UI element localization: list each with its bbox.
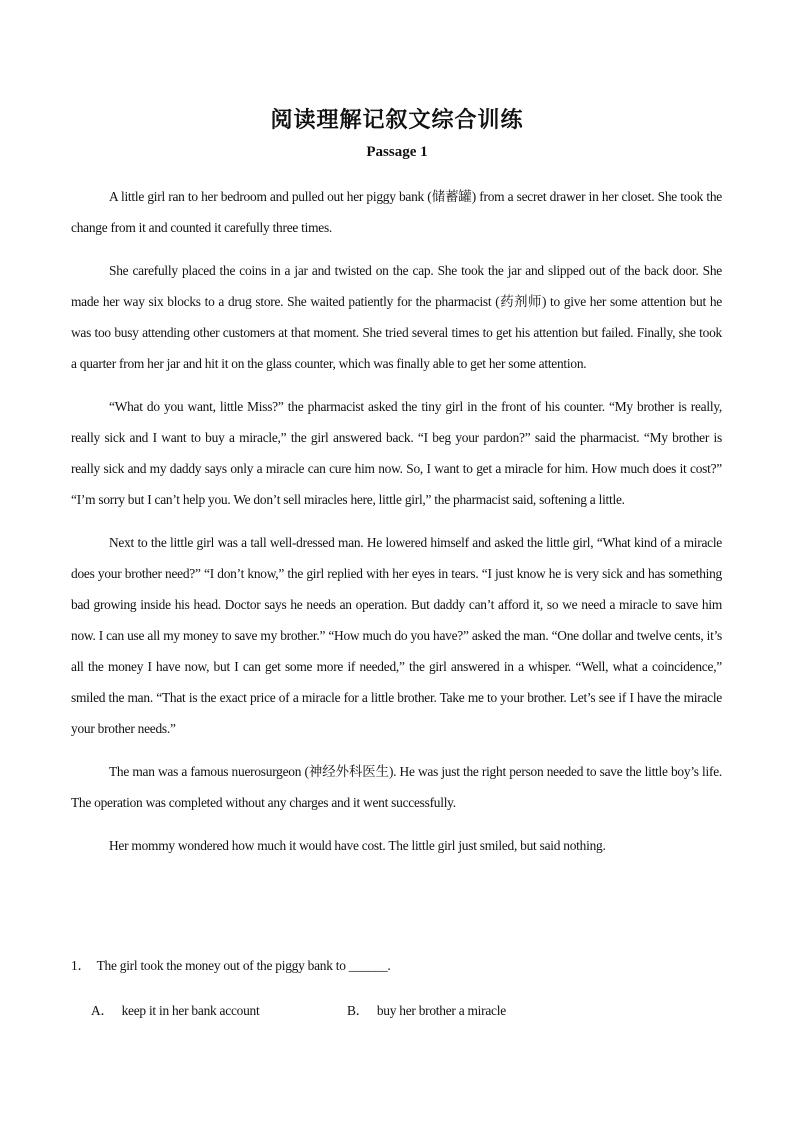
paragraph-2: She carefully placed the coins in a jar and twisted on the cap. She took the jar and slipped out of the back door. She made her way six blocks to a drug store. She waited patiently for the pharmacist (药剂师) to give her some attention but he was too busy attending other customers at that moment. She tried several times to get his attention but failed. Finally, she took a quarter from her jar and hit it on the glass counter, which was finally able to get her some attention.	[71, 263, 722, 371]
answer-options	[91, 995, 721, 1026]
paragraph-3: “What do you want, little Miss?” the pharmacist asked the tiny girl in the front of his counter. “My brother is really, really sick and I want to buy a miracle,” the girl answered back. “I beg your pardon?” said the pharmacist. “My brother is really sick and my daddy says only a miracle can cure him now. So, I want to get a miracle for him. How much does it cost?” “I’m sorry but I can’t help you. We don’t sell miracles here, little girl,” the pharmacist said, softening a little.	[71, 399, 722, 507]
passage-body	[71, 181, 722, 873]
option-text: keep it in her bank account	[121, 1003, 260, 1018]
option-text: buy her brother a miracle	[376, 1003, 506, 1018]
paragraph-6: Her mommy wondered how much it would have cost. The little girl just smiled, but said nothing.	[109, 838, 606, 853]
question-1	[71, 950, 722, 981]
document-title: 阅读理解记叙文综合训练	[270, 108, 524, 133]
paragraph-5: The man was a famous nuerosurgeon (神经外科医生). He was just the right person needed to save the little boy’s life. The operation was completed without any charges and it went successfully.	[71, 764, 722, 810]
option-b	[347, 995, 506, 1026]
question-text: The girl took the money out of the piggy bank to ______.	[96, 958, 391, 973]
passage-heading: Passage 1	[366, 144, 428, 160]
option-a	[91, 995, 347, 1026]
option-letter: B．	[347, 1003, 369, 1018]
question-number: 1．	[71, 958, 91, 973]
option-letter: A．	[91, 1003, 114, 1018]
paragraph-1: A little girl ran to her bedroom and pulled out her piggy bank (储蓄罐) from a secret drawer in her closet. She took the change from it and counted it carefully three times.	[71, 189, 722, 235]
paragraph-4: Next to the little girl was a tall well-dressed man. He lowered himself and asked the little girl, “What kind of a miracle does your brother need?” “I don’t know,” the girl replied with her eyes in tears. “I just know he is very sick and has something bad growing inside his head. Doctor says he needs an operation. But daddy can’t afford it, so we need a miracle to save him now. I can use all my money to save my brother.” “How much do you have?” asked the man. “One dollar and twelve cents, it’s all the money I have now, but I can get some more if needed,” the girl answered in a whisper. “Well, what a coincidence,” smiled the man. “That is the exact price of a miracle for a little brother. Take me to your brother. Let’s see if I have the miracle your brother needs.”	[71, 535, 722, 736]
